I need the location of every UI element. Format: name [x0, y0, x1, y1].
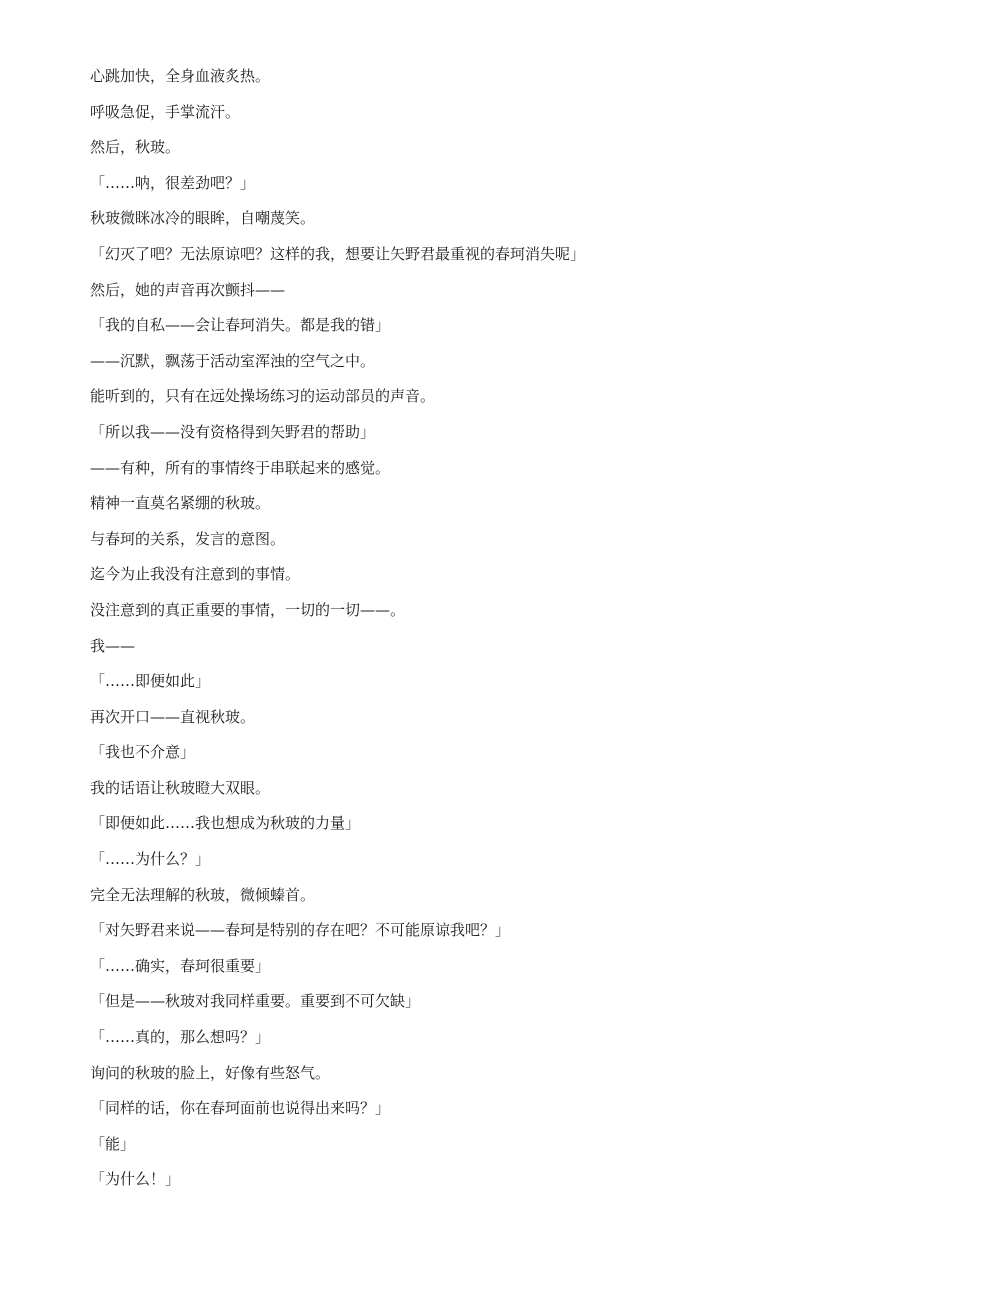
text-paragraph: 能听到的，只有在远处操场练习的运动部员的声音。: [90, 387, 436, 406]
text-paragraph: ——有种，所有的事情终于串联起来的感觉。: [90, 458, 391, 477]
text-paragraph: 没注意到的真正重要的事情，一切的一切——。: [90, 600, 406, 619]
text-paragraph: 再次开口——直视秋玻。: [90, 707, 256, 726]
text-paragraph: 「……即便如此」: [90, 672, 211, 691]
text-paragraph: 迄今为止我没有注意到的事情。: [90, 565, 301, 584]
text-paragraph: 与春珂的关系，发言的意图。: [90, 529, 286, 548]
document-body: [90, 59, 960, 1198]
text-paragraph: 心跳加快，全身血液炙热。: [90, 67, 271, 85]
text-paragraph: 然后，她的声音再次颤抖——: [90, 280, 286, 299]
text-paragraph: 「即便如此……我也想成为秋玻的力量」: [90, 814, 361, 833]
text-paragraph: 完全无法理解的秋玻，微倾螓首。: [90, 885, 316, 904]
text-paragraph: 「为什么！」: [90, 1170, 181, 1189]
text-paragraph: 然后，秋玻。: [90, 138, 181, 157]
text-paragraph: 我的话语让秋玻瞪大双眼。: [90, 778, 271, 797]
text-paragraph: 秋玻微眯冰冷的眼眸，自嘲蔑笑。: [90, 209, 316, 228]
text-paragraph: 「幻灭了吧？无法原谅吧？这样的我，想要让矢野君最重视的春珂消失呢」: [90, 244, 586, 263]
text-paragraph: 「我也不介意」: [90, 743, 196, 762]
text-paragraph: 「同样的话，你在春珂面前也说得出来吗？」: [90, 1099, 391, 1118]
text-paragraph: 「我的自私——会让春珂消失。都是我的错」: [90, 316, 391, 335]
text-paragraph: 我——: [90, 636, 136, 655]
text-paragraph: 「但是——秋玻对我同样重要。重要到不可欠缺」: [90, 992, 421, 1011]
text-paragraph: 「能」: [90, 1134, 136, 1153]
text-paragraph: 询问的秋玻的脸上，好像有些怒气。: [90, 1063, 331, 1082]
text-paragraph: 「……为什么？」: [90, 850, 211, 869]
text-paragraph: ——沉默，飘荡于活动室浑浊的空气之中。: [90, 351, 376, 370]
text-paragraph: 「……真的，那么想吗？」: [90, 1028, 271, 1047]
text-paragraph: 「所以我——没有资格得到矢野君的帮助」: [90, 422, 376, 441]
text-paragraph: 精神一直莫名紧绷的秋玻。: [90, 494, 271, 513]
text-paragraph: 「对矢野君来说——春珂是特别的存在吧？不可能原谅我吧？」: [90, 921, 511, 940]
text-paragraph: 「……呐，很差劲吧？」: [90, 173, 256, 192]
text-paragraph: 呼吸急促，手掌流汗。: [90, 102, 241, 121]
text-paragraph: 「……确实，春珂很重要」: [90, 956, 271, 975]
